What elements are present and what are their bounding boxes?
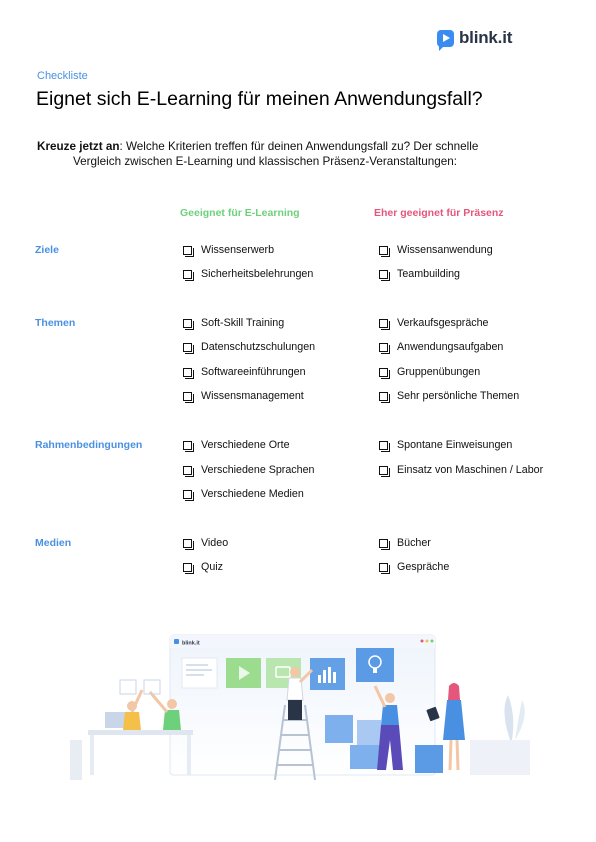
intro-bold: Kreuze jetzt an xyxy=(37,140,120,153)
page-title: Eignet sich E-Learning für meinen Anwendungsfall? xyxy=(36,88,483,110)
item-label: Video xyxy=(201,537,229,549)
checkbox-item[interactable] xyxy=(181,561,223,573)
window-label: blink.it xyxy=(182,640,200,647)
checkbox-item[interactable] xyxy=(377,439,512,451)
checkbox-icon[interactable] xyxy=(183,490,192,499)
checkbox-icon[interactable] xyxy=(379,563,388,572)
checkbox-item[interactable] xyxy=(181,488,304,500)
checkbox-icon[interactable] xyxy=(379,319,388,328)
column-header-elearning: Geeignet für E-Learning xyxy=(180,207,300,219)
checkbox-item[interactable] xyxy=(181,341,315,353)
checkbox-item[interactable] xyxy=(377,341,503,353)
checkbox-item[interactable] xyxy=(181,390,304,402)
checkbox-icon[interactable] xyxy=(379,270,388,279)
item-label: Quiz xyxy=(201,561,223,573)
intro-text xyxy=(37,139,557,169)
checkbox-item[interactable] xyxy=(181,464,315,476)
item-label: Anwendungsaufgaben xyxy=(397,341,504,353)
checkbox-icon[interactable] xyxy=(183,368,192,377)
checkbox-item[interactable] xyxy=(181,439,290,451)
checkbox-icon[interactable] xyxy=(183,319,192,328)
checkbox-item[interactable] xyxy=(377,537,431,549)
logo-text: blink.it xyxy=(459,28,513,47)
blink-logo xyxy=(437,28,512,48)
checkbox-icon[interactable] xyxy=(183,466,192,475)
checkbox-icon[interactable] xyxy=(183,270,192,279)
category-medien: Medien xyxy=(35,537,72,549)
checkbox-item[interactable] xyxy=(181,366,306,378)
checkbox-item[interactable] xyxy=(181,244,274,256)
category-ziele: Ziele xyxy=(35,244,59,256)
column-header-praesenz: Eher geeignet für Präsenz xyxy=(374,207,504,219)
category-rahmenbedingungen: Rahmenbedingungen xyxy=(35,439,143,451)
intro-line1: : Welche Kriterien treffen für deinen Anwendungsfall zu? Der schnelle xyxy=(119,140,479,153)
item-label: Bücher xyxy=(397,537,431,549)
checkbox-item[interactable] xyxy=(377,244,493,256)
checkbox-icon[interactable] xyxy=(379,466,388,475)
checkbox-item[interactable] xyxy=(377,268,460,280)
checkbox-icon[interactable] xyxy=(379,539,388,548)
category-themen: Themen xyxy=(35,317,76,329)
checkbox-item[interactable] xyxy=(181,268,313,280)
checkbox-item[interactable] xyxy=(377,561,449,573)
item-label: Verkaufsgespräche xyxy=(397,317,489,329)
checkbox-icon[interactable] xyxy=(379,246,388,255)
checkbox-icon[interactable] xyxy=(183,392,192,401)
item-label: Wissenserwerb xyxy=(201,244,275,256)
item-label: Gruppenübungen xyxy=(397,366,481,378)
item-label: Einsatz von Maschinen / Labor xyxy=(397,464,544,476)
checkbox-item[interactable] xyxy=(181,317,284,329)
checkbox-item[interactable] xyxy=(377,366,480,378)
checkbox-icon[interactable] xyxy=(379,343,388,352)
checkbox-item[interactable] xyxy=(377,317,489,329)
checkbox-item[interactable] xyxy=(377,390,519,402)
item-label: Gespräche xyxy=(397,561,450,573)
item-label: Verschiedene Orte xyxy=(201,439,290,451)
item-label: Verschiedene Medien xyxy=(201,488,304,500)
blink-play-icon xyxy=(437,30,454,47)
item-label: Wissensmanagement xyxy=(201,390,304,402)
item-label: Soft-Skill Training xyxy=(201,317,285,329)
intro-line2: Vergleich zwischen E-Learning und klassischen Präsenz-Veranstaltungen: xyxy=(73,155,457,168)
checkbox-icon[interactable] xyxy=(183,343,192,352)
checkbox-item[interactable] xyxy=(181,537,228,549)
item-label: Spontane Einweisungen xyxy=(397,439,513,451)
checkbox-icon[interactable] xyxy=(379,392,388,401)
checkbox-icon[interactable] xyxy=(183,246,192,255)
checkbox-icon[interactable] xyxy=(183,563,192,572)
checkbox-icon[interactable] xyxy=(379,441,388,450)
elearning-team-illustration xyxy=(60,620,560,820)
item-label: Sehr persönliche Themen xyxy=(397,390,520,402)
item-label: Sicherheitsbelehrungen xyxy=(201,268,314,280)
item-label: Softwareeinführungen xyxy=(201,366,306,378)
item-label: Datenschutzschulungen xyxy=(201,341,316,353)
kicker: Checkliste xyxy=(37,70,88,82)
item-label: Wissensanwendung xyxy=(397,244,493,256)
item-label: Verschiedene Sprachen xyxy=(201,464,315,476)
checkbox-icon[interactable] xyxy=(183,539,192,548)
checkbox-icon[interactable] xyxy=(183,441,192,450)
item-label: Teambuilding xyxy=(397,268,460,280)
checkbox-icon[interactable] xyxy=(379,368,388,377)
checkbox-item[interactable] xyxy=(377,464,543,476)
